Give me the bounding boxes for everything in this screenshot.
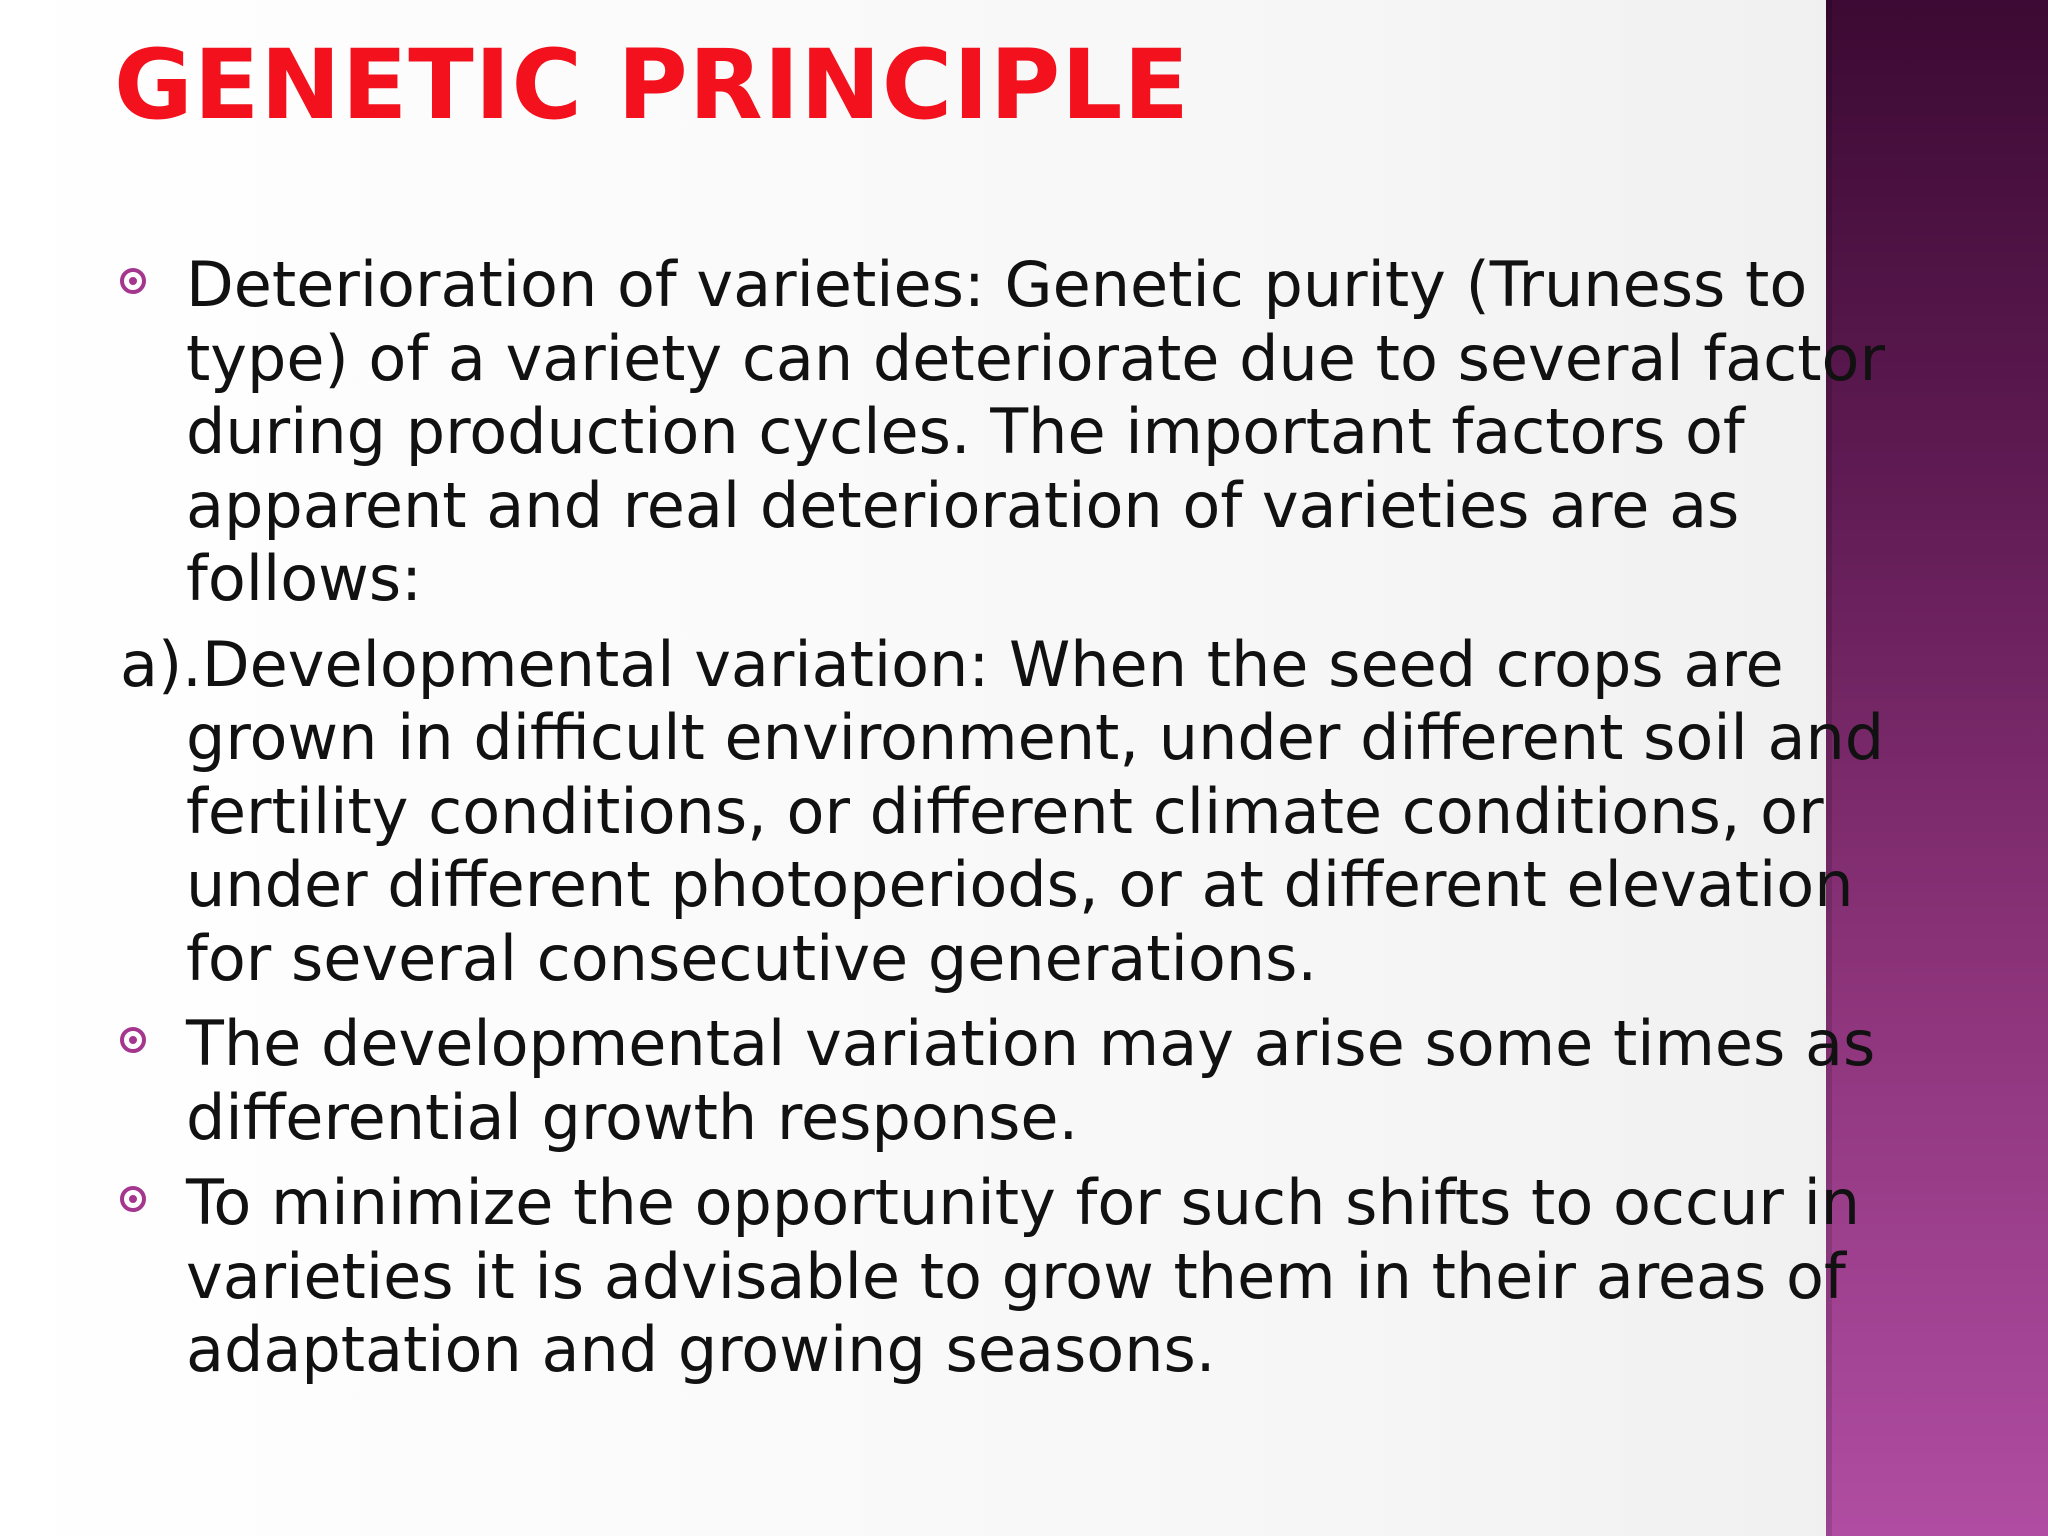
text-line: fertility conditions, or different climate conditions, or [186,774,1824,848]
text-line: differential growth response. [186,1080,1079,1154]
circle-dot-bullet-icon [120,268,146,294]
text-line: adaptation and growing seasons. [186,1313,1216,1386]
text-line: To minimize the opportunity for such shifts to occur in [186,1166,1861,1239]
bullet-item-minimize-shifts [120,1166,1900,1387]
text-line: a).Developmental variation: When the seed crops are [120,627,1784,701]
sub-item-developmental-variation [120,628,1900,996]
slide-title: GENETIC PRINCIPLE [114,29,1190,141]
slide-content [120,248,1900,1399]
text-line: apparent and real deterioration of varieties are as [186,468,1740,542]
circle-dot-bullet-icon [120,1027,146,1053]
text-line: varieties it is advisable to grow them in their areas of [186,1239,1846,1313]
bullet-item-growth-response [120,1007,1900,1154]
text-line: under different photoperiods, or at different elevation [186,848,1854,921]
circle-dot-bullet-icon [120,1186,146,1212]
text-line: for several consecutive generations. [186,921,1318,995]
text-line: The developmental variation may arise some times as [186,1007,1876,1080]
text-line: grown in difficult environment, under different soil and [186,701,1885,774]
bullet-item-deterioration [120,248,1900,616]
text-line: type) of a variety can deteriorate due to several factor [186,321,1885,395]
text-line: Deterioration of varieties: Genetic purity (Truness to [186,248,1808,321]
text-line: follows: [186,542,423,615]
text-line: during production cycles. The important factors of [186,395,1745,468]
